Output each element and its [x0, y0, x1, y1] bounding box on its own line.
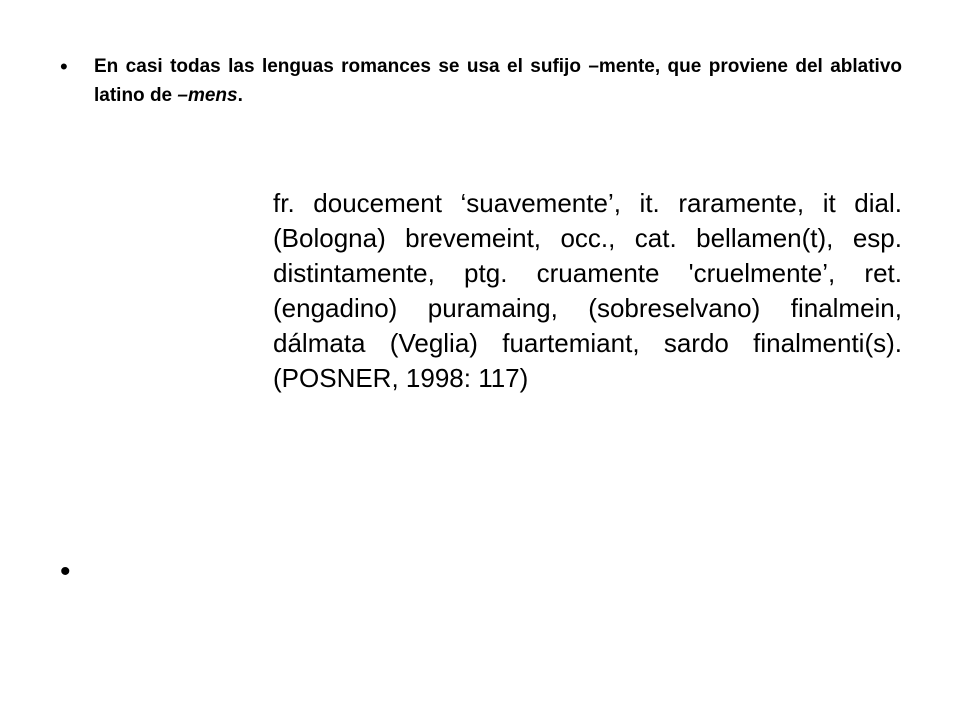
bullet-text	[94, 52, 902, 110]
bullet-marker: •	[60, 555, 71, 588]
bullet-marker: •	[60, 54, 68, 79]
quote-examples: fr. doucement ‘suavemente’, it. raramente, it dial. (Bologna) brevemeint, occ., cat. bellamen(t), esp. distintamente, ptg. cruamente 'cruelmente’, ret. (engadino) puramaing, (sobreselvano) finalmein, dálmata (Veglia) fuartemiant, sardo finalmenti(s). (POSNER, 1998: 117)	[273, 188, 902, 393]
bullet-text-end: .	[237, 85, 243, 106]
bullet-item-sufijo	[60, 52, 902, 110]
bullet-text-main: En casi todas las lenguas romances se usa el sufijo –mente, que proviene del ablativo latino de	[94, 56, 902, 106]
bullet-text-italic: –mens	[177, 85, 238, 106]
